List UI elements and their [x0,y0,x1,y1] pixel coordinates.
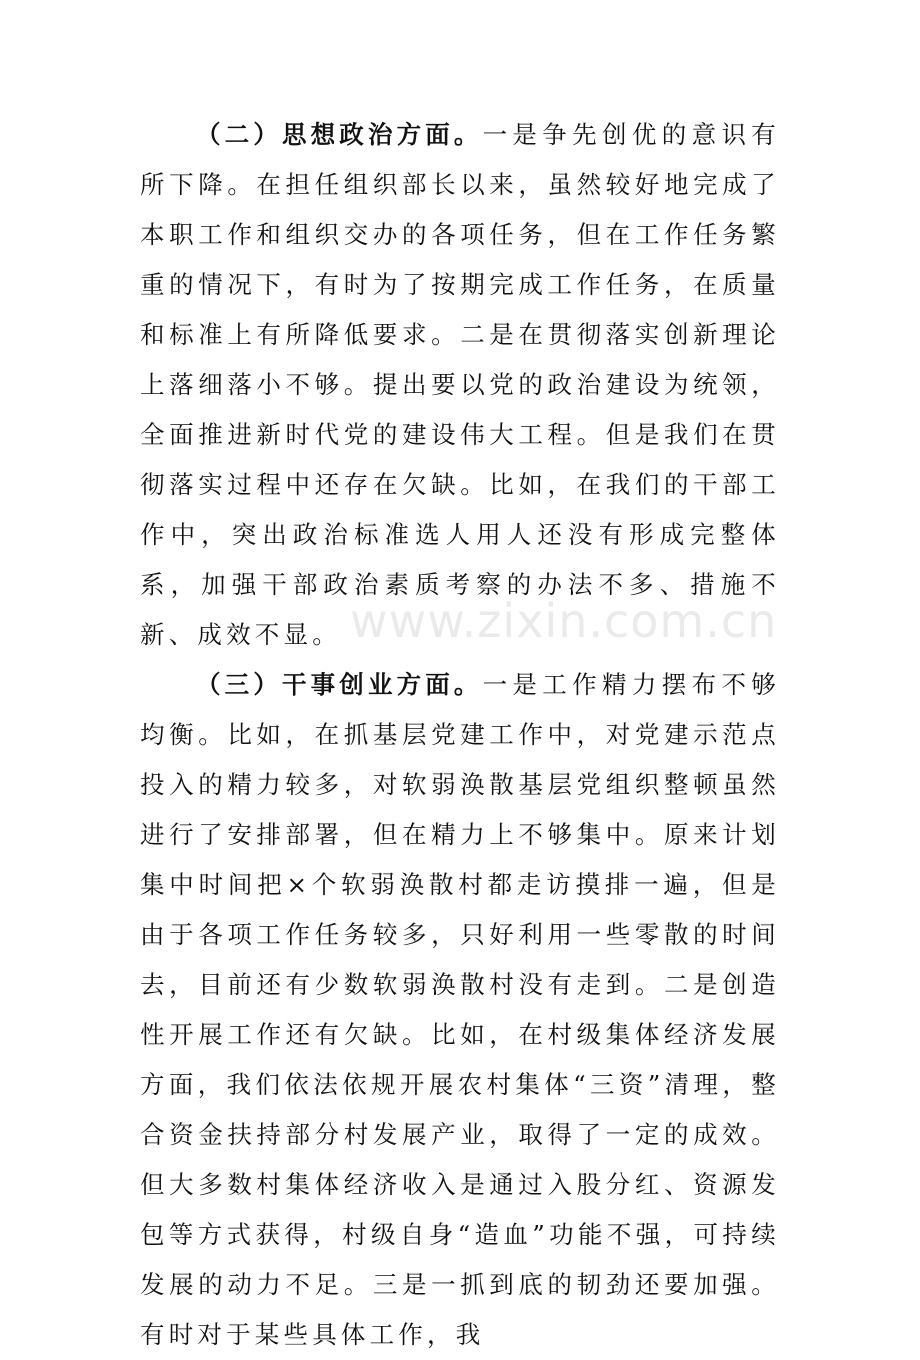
paragraph-text: 一是争先创优的意识有所下降。在担任组织部长以来，虽然较好地完成了本职工作和组织交办的各项任务，但在工作任务繁重的情况下，有时为了按期完成工作任务，在质量和标准上有所降低要求。二是在贯彻落实创新理论上落细落小不够。提出要以党的政治建设为统领，全面推进新时代党的建设伟大工程。但是我们在贯彻落实过程中还存在欠缺。比如，在我们的干部工作中，突出政治标准选人用人还没有形成完整体系，加强干部政治素质考察的办法不多、措施不新、成效不显。 [140,120,780,649]
paragraph-heading: （三）干事创业方面。 [196,670,483,699]
document-body [140,110,780,1360]
paragraph-heading: （二）思想政治方面。 [196,120,483,149]
paragraph-text: 一是工作精力摆布不够均衡。比如，在抓基层党建工作中，对党建示范点投入的精力较多，对软弱涣散基层党组织整顿虽然进行了安排部署，但在精力上不够集中。原来计划集中时间把×个软弱涣散村都走访摸排一遍，但是由于各项工作任务较多，只好利用一些零散的时间去，目前还有少数软弱涣散村没有走到。二是创造性开展工作还有欠缺。比如，在村级集体经济发展方面，我们依法依规开展农村集体“三资”清理，整合资金扶持部分村发展产业，取得了一定的成效。但大多数村集体经济收入是通过入股分红、资源发包等方式获得，村级自身“造血”功能不强，可持续发展的动力不足。三是一抓到底的韧劲还要加强。有时对于某些具体工作，我 [140,670,780,1349]
paragraph-entrepreneurship [140,660,780,1360]
paragraph-ideological-political [140,110,780,660]
watermark: www.zixin.com.cn [350,594,778,648]
